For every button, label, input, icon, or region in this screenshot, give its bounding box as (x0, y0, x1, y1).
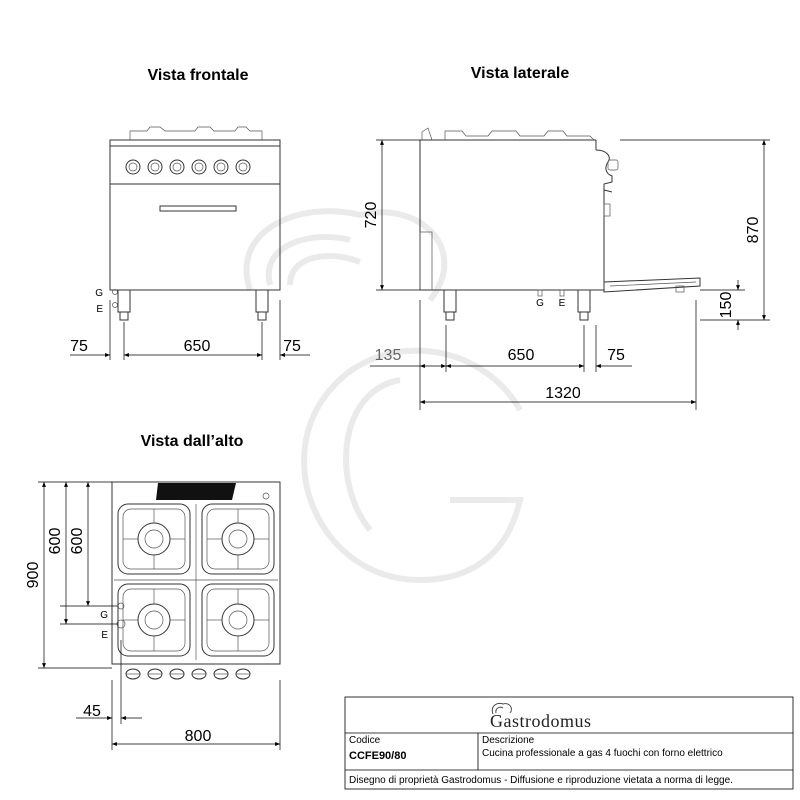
top-dim-width: 800 (184, 728, 212, 745)
knob (236, 669, 250, 679)
ownership-footer: Disegno di proprietà Gastrodomus - Diffusione e riproduzione vietata a norma di legge. (349, 775, 733, 786)
side-dim-front: 75 (607, 347, 625, 364)
description-value: Cucina professionale a gas 4 fuochi con forno elettrico (482, 748, 723, 759)
top-dim-burner-b: 600 (69, 527, 86, 555)
code-value: CCFE90/80 (349, 750, 407, 762)
front-view-drawing (110, 127, 280, 320)
side-view-drawing (420, 128, 700, 320)
knob (236, 160, 250, 174)
top-dim-depth-total: 900 (25, 561, 42, 589)
burner-grate (118, 584, 190, 656)
top-view-title: Vista dall’alto (140, 433, 244, 450)
knob (170, 669, 184, 679)
side-electric-label: E (558, 298, 566, 309)
front-knobs (126, 160, 250, 174)
side-gas-label: G (536, 298, 544, 309)
side-dim-overall: 1320 (545, 385, 581, 402)
knob (214, 160, 228, 174)
side-dim-height-top: 720 (363, 201, 380, 229)
knob (214, 669, 228, 679)
brand-name: Gastrodomus (490, 711, 592, 731)
side-dim-depth: 650 (507, 347, 535, 364)
front-gas-label: G (95, 288, 103, 299)
knob (192, 669, 206, 679)
top-dimension-lines (38, 482, 280, 750)
knob (170, 160, 184, 174)
knob (126, 160, 140, 174)
burner-grate (202, 504, 274, 574)
watermark-logo (247, 211, 520, 580)
front-dim-right: 75 (283, 338, 301, 355)
top-dim-burner-a: 600 (47, 527, 64, 555)
knob (148, 160, 162, 174)
front-dim-width: 650 (183, 338, 211, 355)
front-view-title: Vista frontale (147, 67, 249, 84)
side-view-title: Vista laterale (470, 65, 570, 82)
front-dim-left: 75 (70, 338, 88, 355)
knob (126, 669, 140, 679)
description-label: Descrizione (482, 735, 535, 746)
knob (192, 160, 206, 174)
top-electric-label: E (101, 630, 108, 641)
front-electric-label: E (96, 304, 103, 315)
knob (148, 669, 162, 679)
side-dim-leg: 150 (718, 291, 735, 319)
top-dim-offset: 45 (83, 703, 101, 720)
top-gas-label: G (100, 610, 108, 621)
side-dim-height-total: 870 (745, 216, 762, 244)
code-label: Codice (349, 735, 381, 746)
side-dim-rear: 135 (374, 347, 402, 364)
top-knobs (126, 669, 250, 679)
burner-grate (118, 504, 190, 574)
burner-grate (202, 584, 274, 656)
